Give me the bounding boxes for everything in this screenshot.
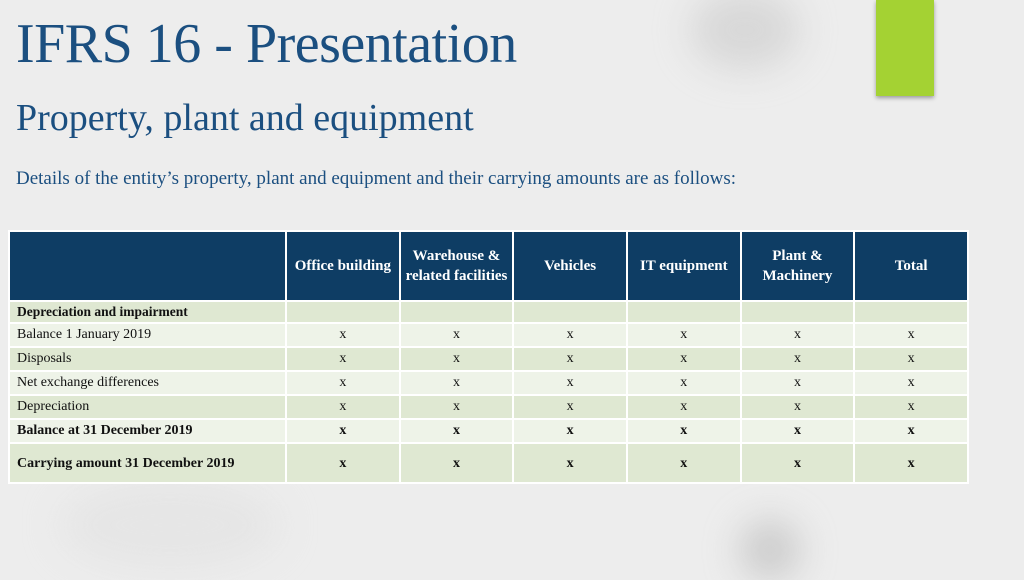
column-header-vehicles: Vehicles bbox=[513, 231, 627, 301]
table-cell: x bbox=[286, 371, 400, 395]
table-cell: x bbox=[627, 347, 741, 371]
table-cell: x bbox=[741, 419, 855, 443]
ppe-table bbox=[8, 230, 969, 484]
table-cell: x bbox=[627, 443, 741, 483]
table-row bbox=[9, 371, 968, 395]
row-label: Disposals bbox=[9, 347, 286, 371]
table-cell: x bbox=[741, 323, 855, 347]
table-cell: x bbox=[286, 419, 400, 443]
column-header-it-equipment: IT equipment bbox=[627, 231, 741, 301]
table-cell: x bbox=[627, 323, 741, 347]
table-cell: x bbox=[513, 443, 627, 483]
table-cell: x bbox=[513, 371, 627, 395]
row-label: Carrying amount 31 December 2019 bbox=[9, 443, 286, 483]
table-cell: x bbox=[741, 443, 855, 483]
table-cell bbox=[627, 301, 741, 323]
table-row bbox=[9, 347, 968, 371]
row-label: Depreciation and impairment bbox=[9, 301, 286, 323]
table-cell: x bbox=[400, 395, 514, 419]
table-cell bbox=[513, 301, 627, 323]
table-cell: x bbox=[400, 371, 514, 395]
table-cell bbox=[400, 301, 514, 323]
table-cell: x bbox=[854, 395, 968, 419]
row-label: Balance at 31 December 2019 bbox=[9, 419, 286, 443]
table-cell: x bbox=[400, 419, 514, 443]
table-cell: x bbox=[627, 419, 741, 443]
table-cell: x bbox=[627, 371, 741, 395]
table-cell: x bbox=[513, 419, 627, 443]
table-cell: x bbox=[741, 395, 855, 419]
column-header-label bbox=[9, 231, 286, 301]
table-row bbox=[9, 443, 968, 483]
column-header-office-building: Office building bbox=[286, 231, 400, 301]
background-blob bbox=[60, 480, 280, 570]
slide-title: IFRS 16 - Presentation bbox=[16, 13, 517, 75]
table-cell: x bbox=[854, 347, 968, 371]
table-cell: x bbox=[513, 395, 627, 419]
column-header-warehouse: Warehouse & related facilities bbox=[400, 231, 514, 301]
accent-bar bbox=[876, 0, 934, 96]
table-cell bbox=[741, 301, 855, 323]
table-cell: x bbox=[286, 443, 400, 483]
column-header-plant-machinery: Plant & Machinery bbox=[741, 231, 855, 301]
table-cell: x bbox=[854, 371, 968, 395]
table-row bbox=[9, 395, 968, 419]
row-label: Net exchange differences bbox=[9, 371, 286, 395]
table-cell: x bbox=[400, 347, 514, 371]
table-cell: x bbox=[513, 323, 627, 347]
table-cell: x bbox=[741, 371, 855, 395]
table-cell: x bbox=[400, 443, 514, 483]
table-cell: x bbox=[627, 395, 741, 419]
table-cell bbox=[286, 301, 400, 323]
table-cell: x bbox=[854, 443, 968, 483]
row-label: Depreciation bbox=[9, 395, 286, 419]
table-cell: x bbox=[286, 347, 400, 371]
table-row bbox=[9, 419, 968, 443]
table-cell: x bbox=[513, 347, 627, 371]
table-cell: x bbox=[854, 419, 968, 443]
table-cell: x bbox=[286, 323, 400, 347]
background-blob bbox=[690, 0, 800, 70]
table-cell: x bbox=[400, 323, 514, 347]
background-blob bbox=[740, 520, 800, 580]
row-label: Balance 1 January 2019 bbox=[9, 323, 286, 347]
slide-subtitle: Property, plant and equipment bbox=[16, 97, 474, 139]
table-cell: x bbox=[286, 395, 400, 419]
table-cell bbox=[854, 301, 968, 323]
ppe-table-container bbox=[8, 230, 969, 484]
table-cell: x bbox=[854, 323, 968, 347]
table-header-row bbox=[9, 231, 968, 301]
table-row bbox=[9, 301, 968, 323]
table-row bbox=[9, 323, 968, 347]
column-header-total: Total bbox=[854, 231, 968, 301]
intro-text: Details of the entity’s property, plant and equipment and their carrying amounts are as follows: bbox=[16, 168, 737, 189]
table-cell: x bbox=[741, 347, 855, 371]
